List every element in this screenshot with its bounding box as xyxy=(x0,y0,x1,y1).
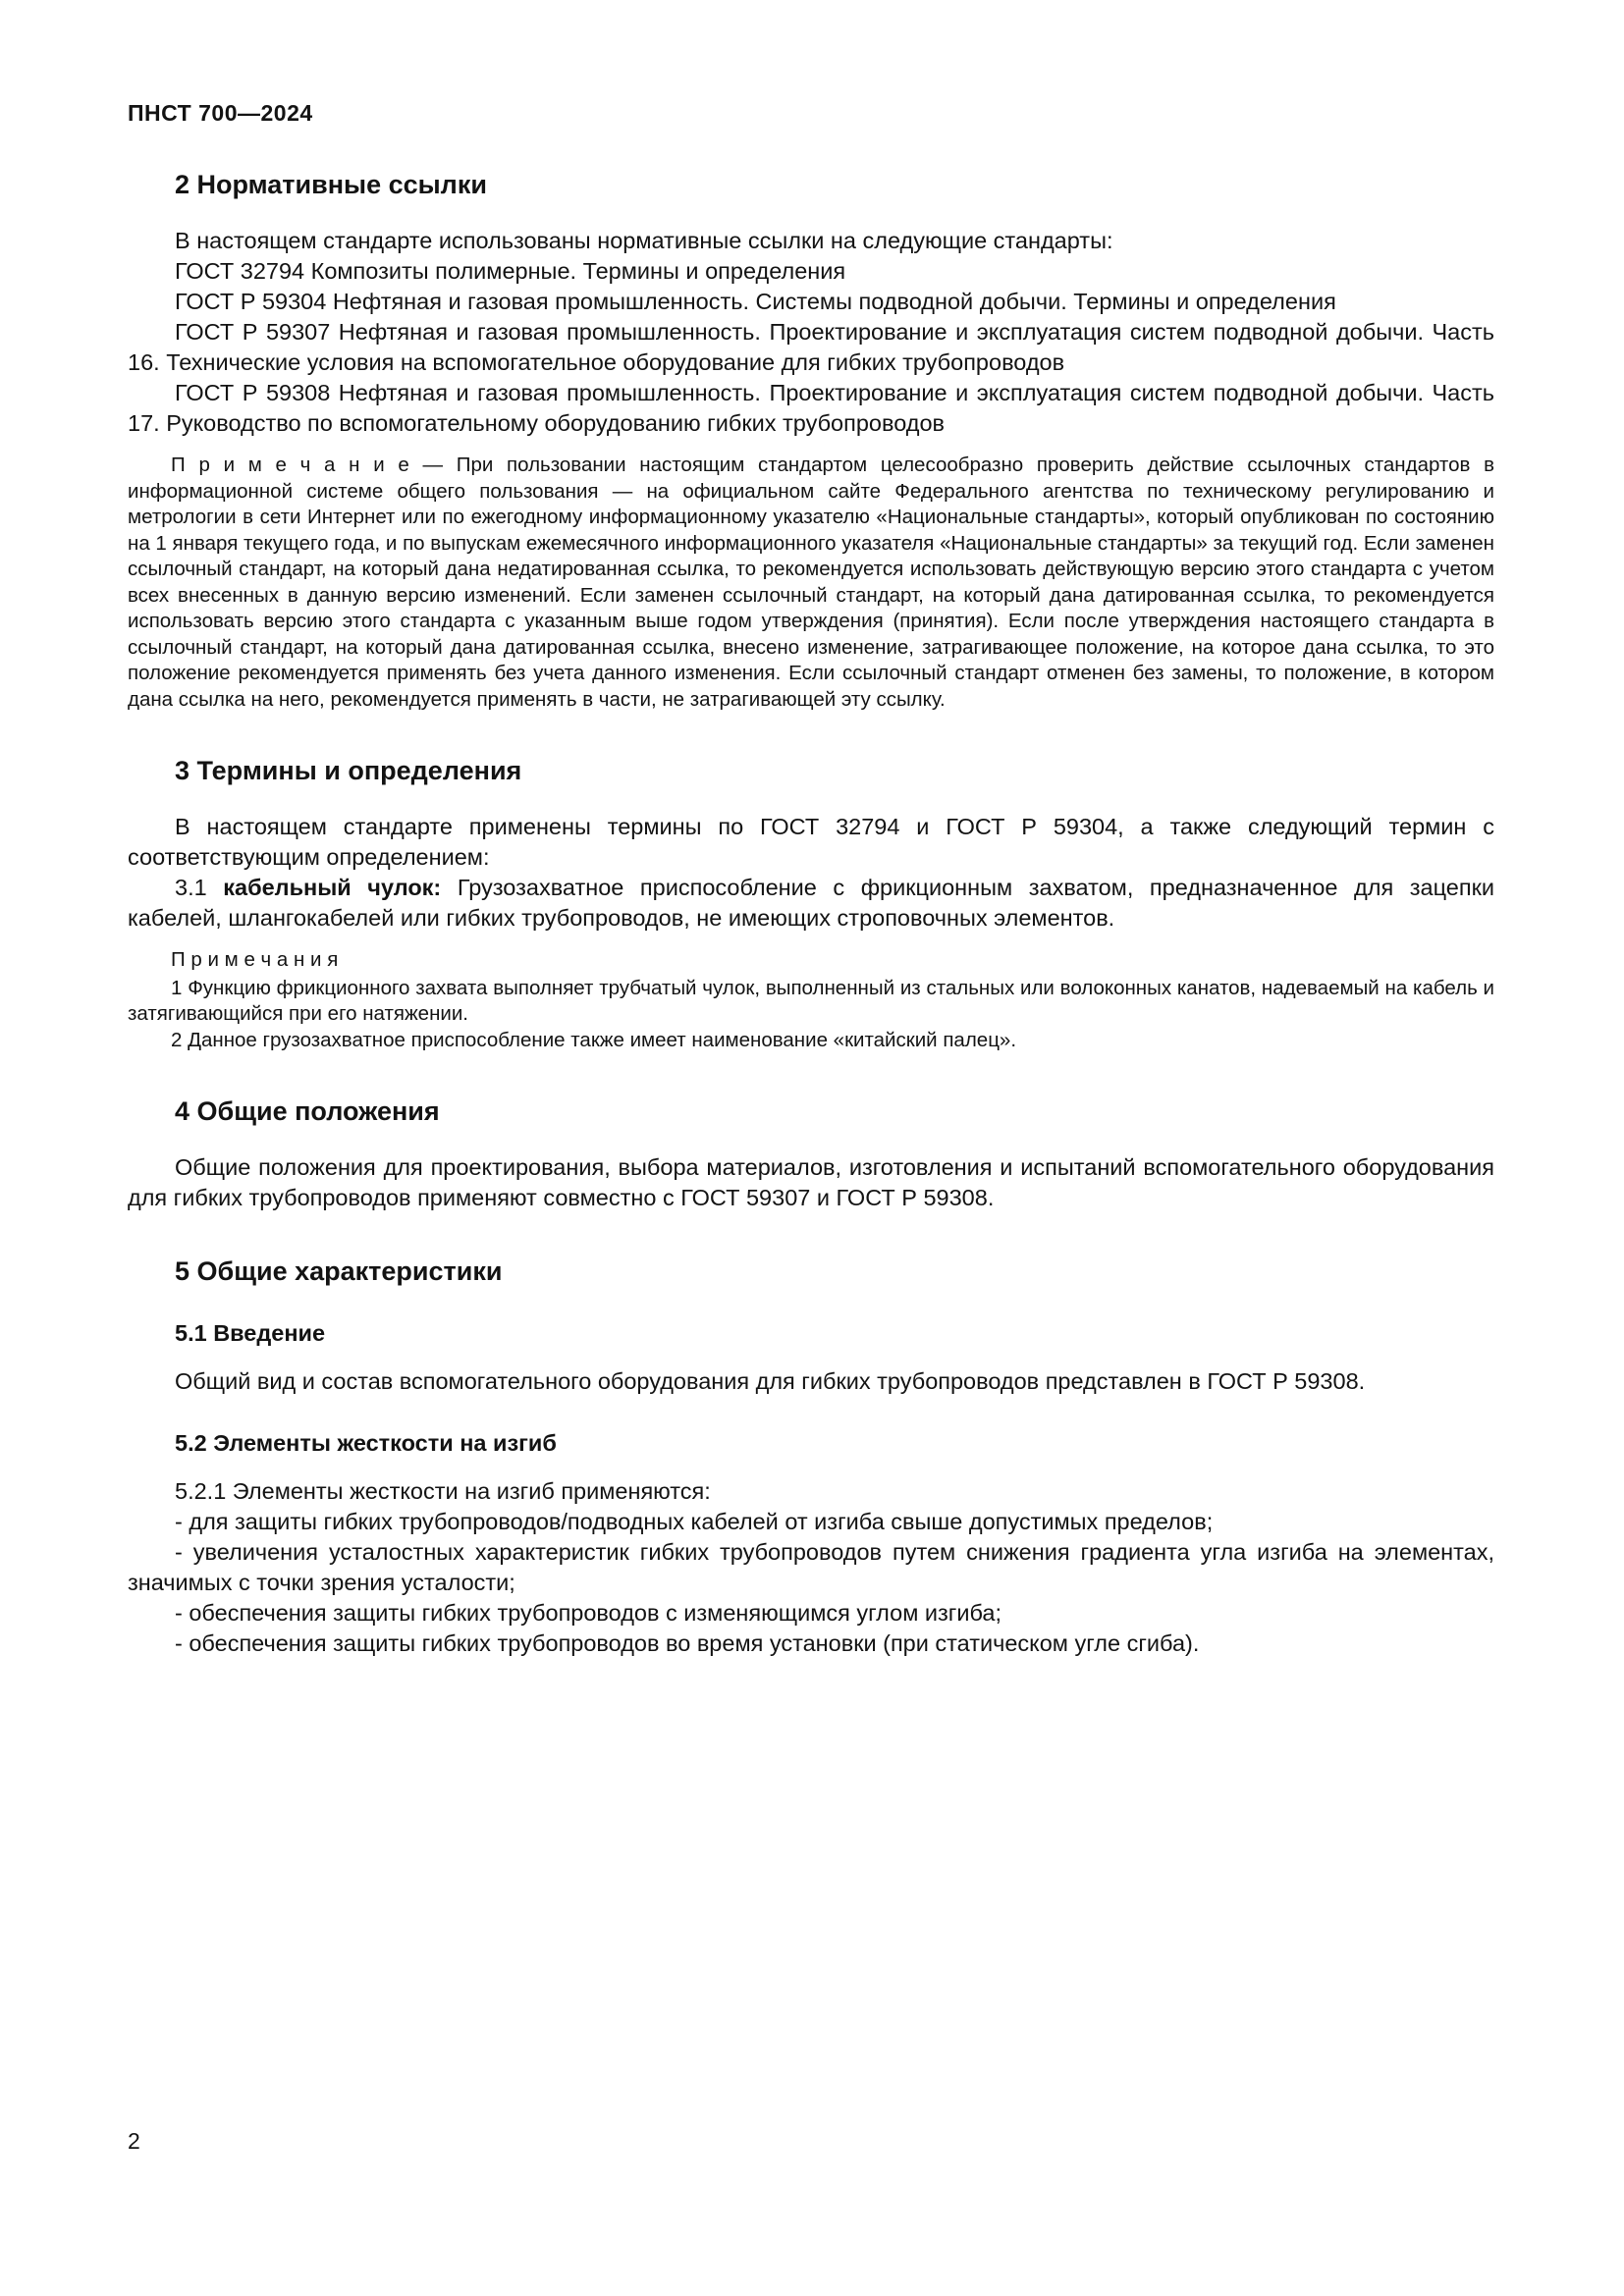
section-4-paragraph: Общие положения для проектирования, выбора материалов, изготовления и испытаний вспомогательного оборудования для гибких трубопроводов применяют совместно с ГОСТ 59307 и ГОСТ Р 59308. xyxy=(128,1154,1494,1210)
gost-reference: ГОСТ 32794 Композиты полимерные. Термины и определения xyxy=(175,258,846,284)
list-item: - обеспечения защиты гибких трубопроводов во время установки (при статическом угле сгиба). xyxy=(175,1630,1200,1656)
section-3-note-1: 1 Функцию фрикционного захвата выполняет трубчатый чулок, выполненный из стальных или волоконных канатов, надеваемый на кабель и затягивающийся при его натяжении. xyxy=(128,976,1494,1025)
page-number: 2 xyxy=(128,2128,140,2154)
notes-title: П р и м е ч а н и я xyxy=(171,948,339,971)
section-5-title: 5 Общие характеристики xyxy=(175,1256,503,1286)
section-3-intro: В настоящем стандарте применены термины по ГОСТ 32794 и ГОСТ Р 59304, а также следующий термин с соответствующим определением: xyxy=(128,814,1494,870)
subsection-5-2-paragraph: 5.2.1 Элементы жесткости на изгиб применяются: xyxy=(175,1478,711,1504)
section-3-title: 3 Термины и определения xyxy=(175,756,522,785)
term-definition: Грузозахватное приспособление с фрикционным захватом, предназначенное для зацепки кабелей, шлангокабелей или гибких трубопроводов, не имеющих строповочных элементов. xyxy=(128,875,1494,931)
list-item: - для защиты гибких трубопроводов/подводных кабелей от изгиба свыше допустимых пределов; xyxy=(175,1509,1214,1534)
gost-reference: ГОСТ Р 59308 Нефтяная и газовая промышленность. Проектирование и эксплуатация систем подводной добычи. Часть 17. Руководство по вспомогательному оборудованию гибких трубопроводов xyxy=(128,380,1494,436)
subsection-5-1-paragraph: Общий вид и состав вспомогательного оборудования для гибких трубопроводов представлен в ГОСТ Р 59308. xyxy=(175,1368,1366,1394)
doc-header: ПНСТ 700—2024 xyxy=(128,100,313,126)
term-number: 3.1 xyxy=(175,875,207,900)
section-2-title: 2 Нормативные ссылки xyxy=(175,170,487,199)
section-4-title: 4 Общие положения xyxy=(175,1096,440,1126)
section-2-intro: В настоящем стандарте использованы нормативные ссылки на следующие стандарты: xyxy=(175,228,1113,253)
subsection-5-1-title: 5.1 Введение xyxy=(175,1320,326,1346)
section-2-note: П р и м е ч а н и е — При пользовании настоящим стандартом целесообразно проверить действие ссылочных стандартов в информационной системе общего пользования — на официальном сайте Федерального агентства по техническому регулированию и метрологии в сети Интернет или по ежегодному информационному указателю «Национальные стандарты», который опубликован по состоянию на 1 января текущего года, и по выпускам ежемесячного информационного указателя «Национальные стандарты» за текущий год. Если заменен ссылочный стандарт, на который дана недатированная ссылка, то рекомендуется использовать действующую версию этого стандарта с учетом всех внесенных в данную версию изменений. Если заменен ссылочный стандарт, на который дана датированная ссылка, то рекомендуется использовать версию этого стандарта с указанным выше годом утверждения (принятия). Если после утверждения настоящего стандарта в ссылочный стандарт, на который дана датированная ссылка, внесено изменение, затрагивающее положение, на которое дана ссылка, то это положение рекомендуется применять без учета данного изменения. Если ссылочный стандарт отменен без замены, то положение, в котором дана ссылка на него, рекомендуется применять в части, не затрагивающей эту ссылку. xyxy=(128,454,1494,711)
gost-reference: ГОСТ Р 59307 Нефтяная и газовая промышленность. Проектирование и эксплуатация систем подводной добычи. Часть 16. Технические условия на вспомогательное оборудование для гибких трубопроводов xyxy=(128,319,1494,375)
term-definition-paragraph xyxy=(128,873,1494,934)
section-3-notes-block xyxy=(128,947,1494,1053)
section-2-note-block xyxy=(128,453,1494,713)
gost-reference: ГОСТ Р 59304 Нефтяная и газовая промышленность. Системы подводной добычи. Термины и определения xyxy=(175,289,1336,314)
list-item: - увеличения усталостных характеристик гибких трубопроводов путем снижения градиента угла изгиба на элементах, значимых с точки зрения усталости; xyxy=(128,1539,1494,1595)
subsection-5-2-title: 5.2 Элементы жесткости на изгиб xyxy=(175,1430,557,1456)
section-3-note-2: 2 Данное грузозахватное приспособление также имеет наименование «китайский палец». xyxy=(171,1028,1017,1051)
term-label: кабельный чулок: xyxy=(223,875,442,900)
list-item: - обеспечения защиты гибких трубопроводов с изменяющимся углом изгиба; xyxy=(175,1600,1002,1626)
